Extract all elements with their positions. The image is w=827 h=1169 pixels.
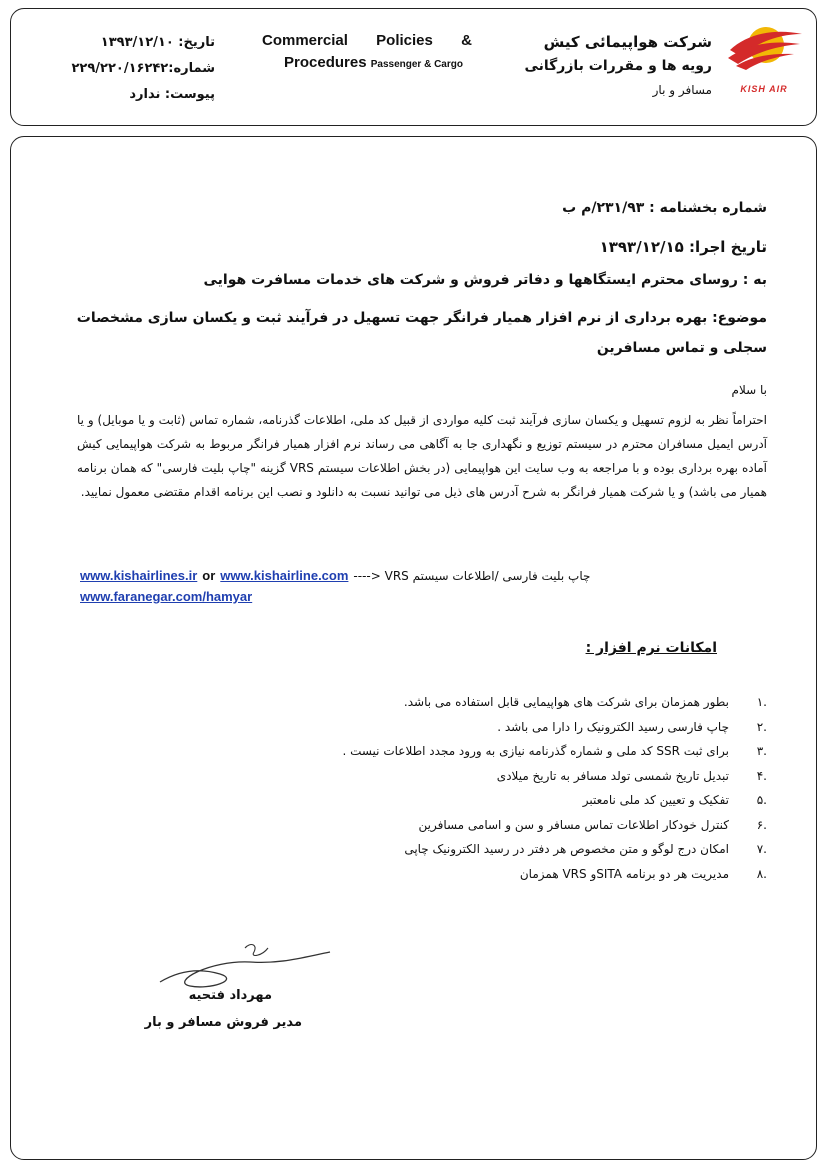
feature-number: .۲: [756, 719, 767, 734]
feature-text: امکان درج لوگو و متن مخصوص هر دفتر در رسید الکترونیک چاپی: [404, 842, 729, 857]
logo-text: KISH AIR: [740, 84, 788, 94]
signer-name: مهرداد فتحیه: [188, 988, 272, 1003]
link-row-2: [80, 589, 750, 604]
subject-line: موضوع: بهره برداری از نرم افزار همیار فرانگر جهت تسهیل در فرآیند ثبت و یکسان سازی مشخصات سجلی و تماس مسافرین: [76, 310, 767, 356]
circular-number: شماره بخشنامه : ۲۳۱/۹۳/م ب: [562, 200, 767, 216]
body-paragraph: احتراماً نظر به لزوم تسهیل و یکسان سازی فرآیند ثبت کلیه مواردی از قبیل کد ملی، اطلاعات گذرنامه، شماره تماس (ثابت و یا موبایل) و یا آدرس ایمیل مسافران محترم در سیستم توزیع و نگهداری جا به آگاهی می رساند نرم افزار همیار فرانگر مربوط به شرکت هواپیمایی کیش آماده بهره برداری بوده و با مراجعه به وب سایت این هواپیمایی (در بخش اطلاعات سیستم VRS گزینه "چاپ بلیت فارسی" که همان برنامه همیار می باشد) و یا شرکت همیار فرانگر به شرح آدرس های ذیل می توانید نسبت به دانلود و نصب این برنامه اقدام مقتضی معمول نمایید.: [77, 413, 767, 499]
company-subtitle: رویه ها و مقررات بازرگانی: [524, 58, 712, 74]
faranegar-link[interactable]: www.faranegar.com/hamyar: [80, 589, 253, 604]
feature-number: .۵: [756, 793, 767, 808]
feature-number: .۷: [756, 842, 767, 857]
link-separator: or: [202, 568, 216, 583]
english-subtitle: Passenger & Cargo: [370, 59, 463, 70]
feature-item: [247, 739, 767, 764]
feature-item: [247, 788, 767, 813]
feature-number: .۳: [756, 744, 767, 759]
english-word-policies: Policies: [376, 32, 433, 49]
greeting: با سلام: [731, 383, 767, 397]
feature-item: [247, 764, 767, 789]
letter-attachment: پیوست: ندارد: [129, 87, 215, 102]
feature-item: [247, 690, 767, 715]
english-title-line-1: [262, 30, 472, 52]
feature-item: [247, 862, 767, 887]
feature-item: [247, 715, 767, 740]
feature-text: برای ثبت SSR کد ملی و شماره گذرنامه نیازی به ورود مجدد اطلاعات نیست .: [342, 744, 729, 759]
kish-air-logo-graphic: [722, 20, 806, 86]
feature-text: بطور همزمان برای شرکت های هواپیمایی قابل استفاده می باشد.: [403, 695, 729, 710]
feature-number: .۱: [756, 695, 767, 710]
english-word-procedures: Procedures: [284, 54, 367, 71]
feature-text: کنترل خودکار اطلاعات تماس مسافر و سن و اسامی مسافرین: [418, 817, 729, 832]
features-title: امکانات نرم افزار :: [585, 640, 717, 656]
recipient-line: به : روسای محترم ایستگاهها و دفاتر فروش و شرکت های خدمات مسافرت هوایی: [203, 272, 767, 288]
kish-air-logo: [722, 20, 806, 94]
feature-number: .۴: [756, 768, 767, 783]
english-word-commercial: Commercial: [262, 32, 348, 49]
feature-text: تفکیک و تعیین کد ملی نامعتبر: [582, 793, 729, 808]
feature-number: .۶: [756, 817, 767, 832]
vrs-label: چاپ بلیت فارسی /اطلاعات سیستم VRS <----: [353, 569, 591, 583]
english-word-ampersand: &: [461, 32, 472, 49]
feature-number: .۸: [756, 866, 767, 881]
features-list: [247, 690, 767, 886]
letter-meta: [35, 30, 215, 108]
link-row: [80, 568, 750, 583]
kishairlines-link[interactable]: www.kishairlines.ir: [80, 568, 198, 583]
letter-number: شماره:۲۲۹/۲۲۰/۱۶۲۴۲: [71, 61, 215, 76]
feature-text: تبدیل تاریخ شمسی تولد مسافر به تاریخ میلادی: [496, 768, 729, 783]
kishairline-link[interactable]: www.kishairline.com: [220, 568, 349, 583]
company-block: [472, 30, 712, 102]
feature-item: [247, 813, 767, 838]
execution-date: تاریخ اجرا: ۱۳۹۳/۱۲/۱۵: [599, 238, 767, 256]
feature-text: مدیریت هر دو برنامه SITAو VRS همزمان: [519, 866, 729, 881]
links-block: [80, 568, 750, 604]
feature-text: چاپ فارسی رسید الکترونیک را دارا می باشد .: [497, 719, 729, 734]
feature-item: [247, 837, 767, 862]
english-title-line-2: [262, 52, 472, 76]
company-name: شرکت هواپیمائی کیش: [543, 33, 712, 51]
letter-date: تاریخ: ۱۳۹۳/۱۲/۱۰: [100, 35, 215, 50]
company-subtitle-2: مسافر و بار: [652, 83, 712, 97]
english-title-block: [262, 30, 472, 76]
signer-title: مدیر فروش مسافر و بار: [144, 1015, 302, 1030]
